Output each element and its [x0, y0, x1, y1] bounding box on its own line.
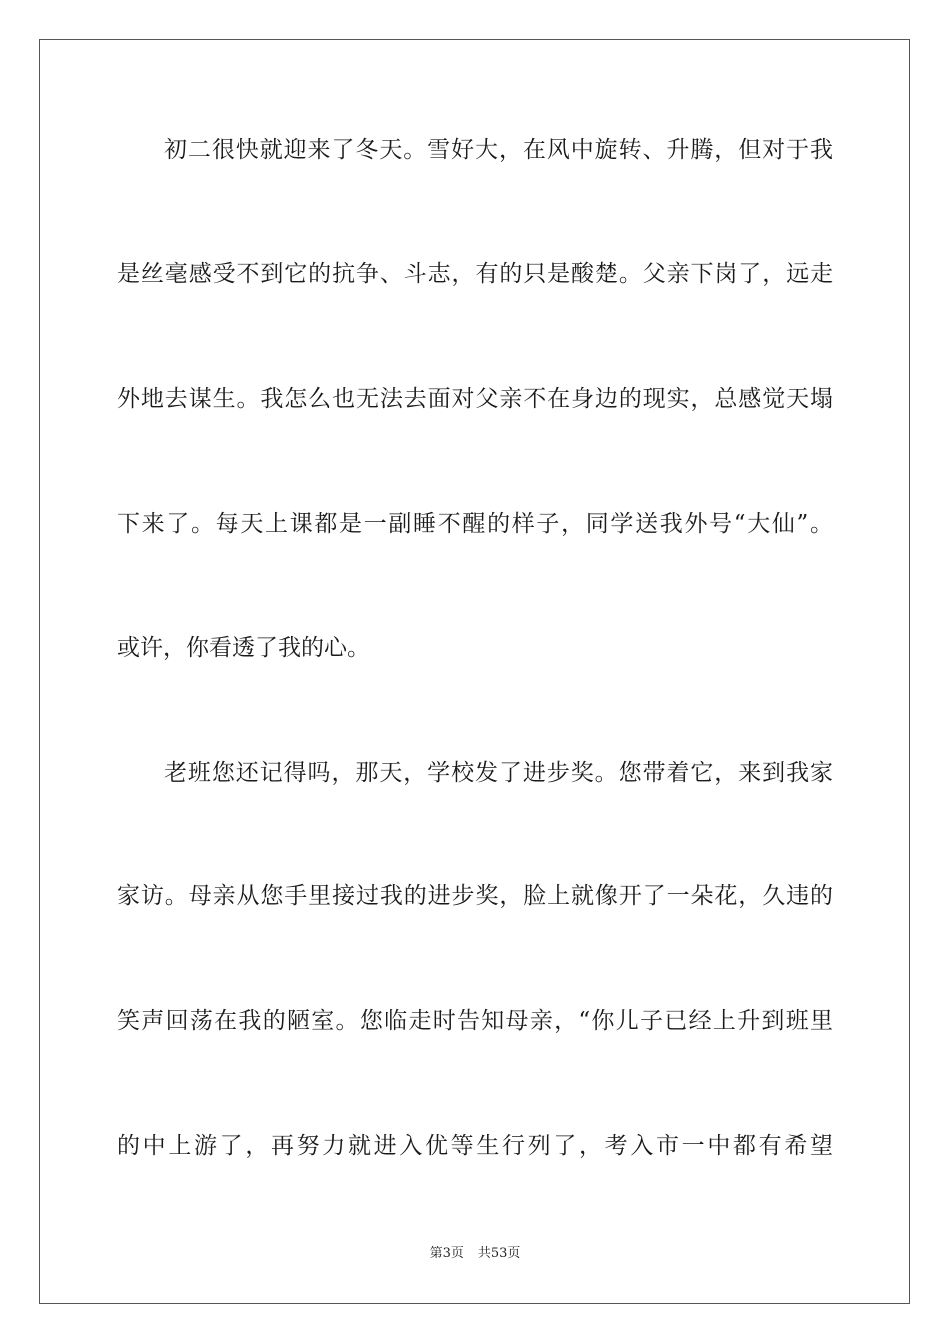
- paragraph-line: 下来了。每天上课都是一副睡不醒的样子，同学送我外号“大仙”。: [117, 511, 833, 537]
- paragraph-line: 是丝毫感受不到它的抗争、斗志，有的只是酸楚。父亲下岗了，远走: [117, 261, 833, 287]
- page-number: 第3页: [429, 1246, 464, 1261]
- paragraph-line: 老班您还记得吗，那天，学校发了进步奖。您带着它，来到我家: [164, 760, 833, 786]
- paragraph-line: 初二很快就迎来了冬天。雪好大，在风中旋转、升腾，但对于我: [164, 137, 833, 163]
- page-border: [39, 39, 910, 1304]
- page-total: 共53页: [477, 1246, 521, 1261]
- paragraph-line: 笑声回荡在我的陋室。您临走时告知母亲，“你儿子已经上升到班里: [117, 1008, 833, 1034]
- paragraph-line: 的中上游了，再努力就进入优等生行列了，考入市一中都有希望: [117, 1133, 833, 1159]
- paragraph-line: 外地去谋生。我怎么也无法去面对父亲不在身边的现实，总感觉天塌: [117, 386, 833, 412]
- page-footer: [0, 1245, 950, 1263]
- paragraph-line: 或许，你看透了我的心。: [117, 635, 370, 661]
- paragraph-line: 家访。母亲从您手里接过我的进步奖，脸上就像开了一朵花，久违的: [117, 883, 833, 909]
